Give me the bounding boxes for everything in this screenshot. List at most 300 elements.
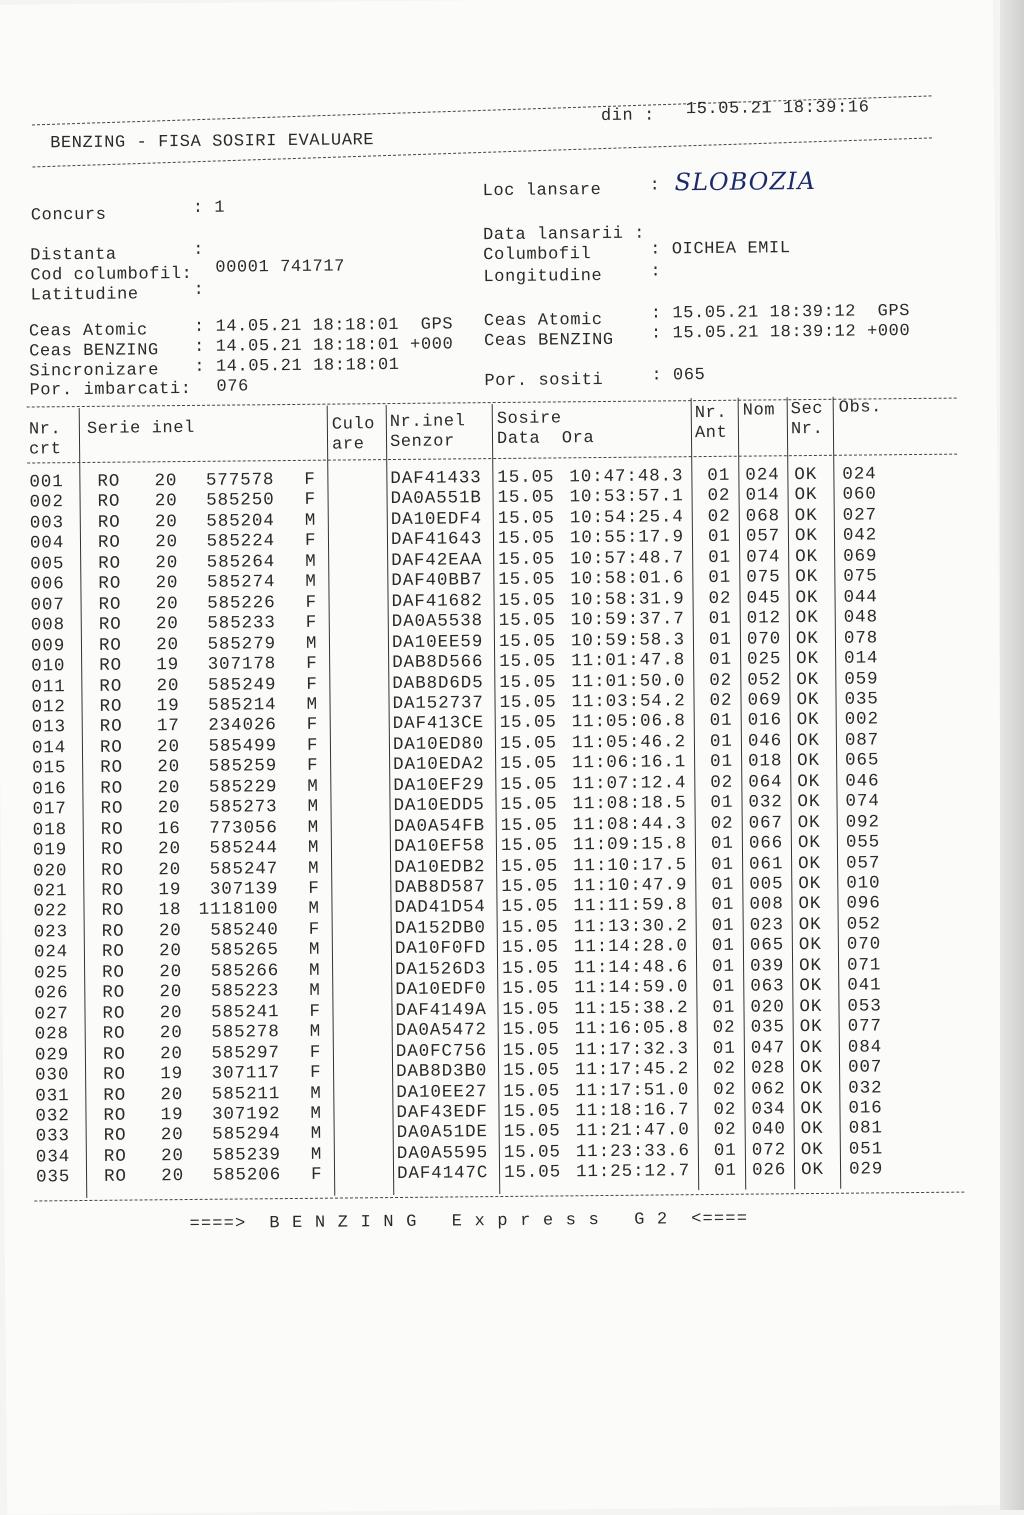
cell-year: 19 <box>160 1064 184 1085</box>
cell-sex: F <box>306 715 319 736</box>
cell-date: 15.05 <box>497 487 555 509</box>
cell-sec: OK <box>795 587 819 608</box>
cell-ring-number: 585233 <box>207 613 276 634</box>
cell-sensor-ring: DAB8D3B0 <box>395 1061 488 1083</box>
cell-ant: 01 <box>711 915 735 936</box>
cell-crt: 034 <box>35 1146 71 1168</box>
cell-time: 11:05:46.2 <box>571 732 687 754</box>
cell-sex: M <box>305 633 318 654</box>
cell-ring-number: 585239 <box>212 1144 281 1166</box>
cell-sec: OK <box>797 792 821 813</box>
loc-lansare-handwritten: SLOBOZIA <box>674 166 816 197</box>
cell-date: 15.05 <box>500 753 558 775</box>
cell-year: 20 <box>155 573 179 594</box>
cell-sec: OK <box>794 485 818 506</box>
cell-obs: 027 <box>842 505 878 526</box>
cell-sensor-ring: DAF40BB7 <box>391 570 483 592</box>
cell-sensor-ring: DAF41682 <box>391 590 483 612</box>
cell-nom: 075 <box>746 567 781 588</box>
cell-date: 15.05 <box>499 671 557 693</box>
cell-sec: OK <box>796 689 820 711</box>
cell-country: RO <box>98 594 122 615</box>
cell-sensor-ring: DA10EDF4 <box>390 509 483 530</box>
cell-ring-number: 585273 <box>209 797 278 818</box>
cell-ant: 01 <box>708 629 732 650</box>
cell-ant: 02 <box>708 588 732 609</box>
cell-sensor-ring: DA152DB0 <box>394 918 487 939</box>
col-header-serie-inel: Serie inel <box>86 418 196 439</box>
cell-obs: 060 <box>842 484 877 506</box>
cell-crt: 023 <box>33 922 69 943</box>
cell-ring-number: 1118100 <box>198 899 279 921</box>
cell-sec: OK <box>798 935 822 956</box>
cell-obs: 092 <box>845 811 881 833</box>
cell-year: 20 <box>161 1166 185 1187</box>
cell-ant: 02 <box>709 690 733 711</box>
cell-time: 11:01:47.8 <box>571 650 686 672</box>
cell-ant: 01 <box>712 977 736 998</box>
cell-sensor-ring: DA10EF29 <box>393 774 485 796</box>
cell-sec: OK <box>798 853 822 874</box>
cell-crt: 026 <box>34 983 69 1004</box>
cell-date: 15.05 <box>498 590 556 611</box>
cell-nom: 045 <box>746 587 781 609</box>
cell-sex: M <box>309 960 321 981</box>
cell-country: RO <box>98 573 122 595</box>
cell-sensor-ring: DA10EDA2 <box>393 754 485 776</box>
cell-year: 20 <box>156 634 180 655</box>
cell-country: RO <box>101 880 125 901</box>
cell-ant: 01 <box>710 792 734 814</box>
cell-sex: M <box>305 572 317 593</box>
cell-crt: 002 <box>29 492 64 513</box>
cell-date: 15.05 <box>502 999 560 1020</box>
data-lansarii-label: Data lansarii : <box>482 224 646 246</box>
cell-ant: 01 <box>711 895 735 916</box>
cod-columbofil-value: 00001 741717 <box>215 257 346 278</box>
cell-ant: 01 <box>709 731 733 752</box>
cell-country: RO <box>98 614 122 635</box>
cell-ant: 01 <box>708 608 732 630</box>
cell-ring-number: 585274 <box>206 572 276 594</box>
cell-ant: 01 <box>711 854 735 875</box>
cell-time: 10:58:01.6 <box>570 568 685 590</box>
cell-sec: OK <box>796 669 820 690</box>
cell-country: RO <box>103 1064 127 1085</box>
cell-time: 10:47:48.3 <box>569 466 684 488</box>
cell-year: 20 <box>157 736 181 758</box>
cell-time: 10:58:31.9 <box>570 588 685 611</box>
cell-ring-number: 585294 <box>212 1124 281 1146</box>
sincronizare-value: : 14.05.21 18:18:01 <box>194 355 400 377</box>
cell-crt: 007 <box>30 594 65 616</box>
cell-nom: 066 <box>748 833 784 854</box>
cell-ring-number: 307192 <box>211 1104 281 1125</box>
cell-year: 20 <box>155 593 179 614</box>
din-label: din : <box>600 106 656 127</box>
cell-sec: OK <box>795 628 819 649</box>
cell-ring-number: 307117 <box>211 1063 281 1084</box>
cell-sec: OK <box>795 608 819 629</box>
cell-crt: 009 <box>30 635 66 657</box>
cell-ring-number: 585223 <box>210 981 280 1003</box>
cell-country: RO <box>103 1085 127 1106</box>
cell-sex: F <box>305 612 318 633</box>
cell-year: 17 <box>156 716 180 737</box>
cell-date: 15.05 <box>503 1101 561 1122</box>
cell-date: 15.05 <box>497 508 555 529</box>
cell-obs: 048 <box>843 607 879 628</box>
cell-sec: OK <box>800 1098 824 1120</box>
cell-sec: OK <box>800 1119 824 1140</box>
cell-obs: 016 <box>848 1098 883 1119</box>
cell-time: 11:07:12.4 <box>572 772 687 795</box>
cell-sec: OK <box>794 505 818 527</box>
cell-date: 15.05 <box>498 631 557 652</box>
cell-country: RO <box>99 655 123 676</box>
cell-ring-number: 585240 <box>210 920 279 941</box>
cell-sec: OK <box>794 526 818 547</box>
cell-obs: 044 <box>843 587 878 608</box>
longitudine-label: Longitudine <box>483 266 603 288</box>
cell-nom: 074 <box>746 547 781 568</box>
cell-country: RO <box>103 1125 127 1147</box>
cell-sex: F <box>309 1001 322 1022</box>
cell-year: 20 <box>156 675 180 696</box>
cell-nom: 008 <box>749 894 784 916</box>
ceas-benzing-end-value: : 15.05.21 18:39:12 +000 <box>650 322 911 344</box>
cell-sensor-ring: DA10EE59 <box>391 631 484 653</box>
cell-sensor-ring: DA0A51DE <box>396 1122 488 1144</box>
cell-nom: 068 <box>745 506 781 527</box>
cell-crt: 006 <box>30 574 65 595</box>
sositi-value: : 065 <box>651 366 706 386</box>
cell-country: RO <box>100 819 124 840</box>
cell-crt: 011 <box>31 676 66 697</box>
cell-year: 20 <box>158 920 182 942</box>
cell-sec: OK <box>799 1057 823 1079</box>
cell-obs: 078 <box>843 627 879 649</box>
cell-country: RO <box>101 860 125 881</box>
cell-time: 11:01:50.0 <box>571 670 686 692</box>
cell-crt: 012 <box>31 697 66 718</box>
sincronizare-label: Sincronizare <box>29 361 160 382</box>
cell-country: RO <box>99 737 123 758</box>
cell-ring-number: 585297 <box>211 1042 280 1064</box>
col-header-sosire: Sosire <box>496 409 562 430</box>
distanta-label: Distanta <box>30 245 117 266</box>
loc-lansare-colon: : <box>649 176 661 196</box>
cell-crt: 017 <box>32 799 67 820</box>
cell-sex: M <box>305 551 317 572</box>
cell-crt: 005 <box>30 553 65 575</box>
ceas-atomic-start-label: Ceas Atomic <box>28 321 148 342</box>
cell-nom: 012 <box>746 608 782 629</box>
cell-date: 15.05 <box>500 815 558 836</box>
cell-nom: 020 <box>750 996 785 1018</box>
cell-sensor-ring: DAF413CE <box>392 713 485 735</box>
cell-sex: M <box>309 980 321 1002</box>
cell-nom: 005 <box>749 874 784 895</box>
cell-ring-number: 585204 <box>206 511 275 532</box>
cell-ring-number: 585211 <box>211 1083 281 1105</box>
cell-ring-number: 585279 <box>207 633 277 655</box>
cell-sec: OK <box>797 833 821 854</box>
cell-country: RO <box>99 696 123 717</box>
cell-crt: 031 <box>35 1085 70 1106</box>
cell-ant: 02 <box>712 1017 736 1039</box>
cell-sex: F <box>306 735 319 756</box>
cell-sec: OK <box>799 996 823 1017</box>
cell-time: 10:59:58.3 <box>570 629 686 651</box>
cell-crt: 018 <box>32 819 68 841</box>
cell-crt: 003 <box>29 513 65 534</box>
cell-nom: 025 <box>747 649 782 670</box>
cell-nom: 072 <box>751 1140 787 1161</box>
cell-country: RO <box>100 839 124 860</box>
cell-sex: M <box>306 694 319 715</box>
cell-year: 19 <box>158 880 182 901</box>
cell-crt: 027 <box>34 1003 69 1025</box>
concurs-value: : 1 <box>192 198 226 218</box>
cell-sex: F <box>306 653 318 674</box>
cell-year: 20 <box>159 1023 183 1044</box>
cell-crt: 024 <box>33 942 69 963</box>
cell-year: 19 <box>160 1104 184 1126</box>
col-header-data-ora: Data Ora <box>496 429 595 450</box>
cell-obs: 059 <box>844 668 879 690</box>
cell-crt: 021 <box>33 881 68 902</box>
cell-sex: M <box>308 940 321 961</box>
cell-sensor-ring: DAF43EDF <box>396 1102 488 1123</box>
latitudine-label: Latitudine <box>30 285 139 306</box>
cell-sex: F <box>310 1165 323 1186</box>
cell-date: 15.05 <box>499 651 557 673</box>
cell-date: 15.05 <box>503 1121 561 1143</box>
cell-obs: 075 <box>843 566 878 587</box>
cell-time: 11:06:16.1 <box>572 752 687 774</box>
cell-sec: OK <box>799 1037 823 1058</box>
cell-sensor-ring: DA10EDB2 <box>394 856 486 878</box>
cell-crt: 001 <box>29 472 64 493</box>
cell-nom: 067 <box>748 812 784 834</box>
loc-lansare-label: Loc lansare <box>482 181 602 202</box>
cell-date: 15.05 <box>503 1162 562 1184</box>
cell-time: 11:14:59.0 <box>574 977 689 999</box>
cell-sex: M <box>308 858 320 879</box>
cell-ring-number: 585229 <box>208 776 278 798</box>
cell-time: 11:05:06.8 <box>571 711 686 733</box>
cell-date: 15.05 <box>499 712 557 734</box>
cell-sex: F <box>308 919 321 940</box>
cell-crt: 028 <box>34 1024 70 1045</box>
col-header-sec-1: Sec <box>790 399 824 420</box>
footer-banner: ====> B E N Z I N G E x p r e s s G 2 <==== <box>189 1209 749 1235</box>
cell-obs: 070 <box>846 934 882 956</box>
cell-year: 20 <box>155 614 179 635</box>
cell-sec: OK <box>797 812 821 833</box>
cell-obs: 024 <box>842 464 877 485</box>
imbarcati-label: Por. imbarcati: <box>29 379 192 401</box>
cell-time: 11:09:15.8 <box>572 834 688 856</box>
cell-ant: 02 <box>712 1058 736 1080</box>
cell-country: RO <box>99 676 123 697</box>
cell-country: RO <box>100 778 124 799</box>
cell-date: 15.05 <box>501 855 559 877</box>
cell-obs: 074 <box>845 791 880 812</box>
cell-sex: M <box>310 1144 323 1165</box>
cell-ant: 02 <box>713 1079 737 1100</box>
cell-crt: 030 <box>35 1065 70 1086</box>
cell-obs: 042 <box>842 525 878 547</box>
cell-sex: F <box>304 531 317 552</box>
cell-sex: M <box>310 1103 322 1124</box>
cell-time: 11:17:32.3 <box>574 1038 690 1060</box>
cell-country: RO <box>97 492 121 513</box>
cell-sex: F <box>305 592 318 613</box>
cell-crt: 022 <box>33 901 68 922</box>
cell-time: 11:10:17.5 <box>573 854 688 876</box>
cell-nom: 028 <box>750 1058 786 1079</box>
cell-obs: 051 <box>848 1139 884 1160</box>
cell-crt: 004 <box>29 533 65 554</box>
cell-ring-number: 585241 <box>210 1001 280 1023</box>
cell-ring-number: 234026 <box>208 715 277 737</box>
cell-sensor-ring: DA0A5538 <box>391 611 484 633</box>
cell-sensor-ring: DA10EE27 <box>396 1081 488 1103</box>
cell-sex: F <box>306 674 318 695</box>
cell-nom: 024 <box>745 465 780 486</box>
cell-date: 15.05 <box>500 835 559 857</box>
cell-year: 20 <box>159 982 183 1003</box>
cell-time: 11:21:47.0 <box>575 1120 690 1142</box>
cell-sec: OK <box>794 464 818 486</box>
cell-obs: 077 <box>847 1016 882 1037</box>
col-header-nr: Nr. <box>28 420 62 440</box>
cell-time: 11:11:59.8 <box>573 895 688 917</box>
cell-time: 11:08:44.3 <box>572 813 687 835</box>
cell-country: RO <box>101 921 125 942</box>
cell-ring-number: 585244 <box>209 838 279 859</box>
cell-ant: 01 <box>711 956 735 977</box>
cell-sensor-ring: DAF4149A <box>395 999 487 1021</box>
cell-country: RO <box>103 1166 127 1188</box>
cell-year: 20 <box>158 839 182 860</box>
cell-nom: 034 <box>751 1099 786 1120</box>
cell-obs: 029 <box>848 1159 884 1180</box>
cell-time: 11:17:45.2 <box>574 1059 690 1081</box>
cell-sensor-ring: DA10F0FD <box>394 938 487 960</box>
cell-ant: 01 <box>713 1140 737 1161</box>
cell-ring-number: 307178 <box>207 654 277 675</box>
cell-sensor-ring: DA0FC756 <box>395 1040 488 1062</box>
cell-sec: OK <box>799 1017 823 1038</box>
cell-ring-number: 585264 <box>206 551 276 573</box>
cell-time: 11:15:38.2 <box>574 997 689 1019</box>
cell-nom: 039 <box>749 956 785 977</box>
cell-year: 20 <box>157 757 181 778</box>
cell-country: RO <box>98 553 122 574</box>
col-header-ant-1: Nr. <box>694 403 728 424</box>
cell-time: 11:16:05.8 <box>574 1018 689 1040</box>
cell-date: 15.05 <box>501 896 559 918</box>
cell-crt: 014 <box>31 738 67 759</box>
cell-ant: 01 <box>707 465 731 486</box>
cell-sex: F <box>309 1042 322 1063</box>
cell-nom: 069 <box>747 690 782 711</box>
ceas-benzing-start-label: Ceas BENZING <box>29 341 159 362</box>
cell-sec: OK <box>797 751 821 772</box>
ceas-atomic-start-value: : 14.05.21 18:18:01 GPS <box>193 315 454 337</box>
cell-nom: 052 <box>747 669 782 691</box>
cell-date: 15.05 <box>502 978 560 1000</box>
cell-time: 11:08:18.5 <box>572 793 687 815</box>
cell-time: 11:14:48.6 <box>574 957 689 979</box>
cell-sex: M <box>308 899 321 920</box>
cell-sec: OK <box>798 955 822 976</box>
ceas-benzing-start-value: : 14.05.21 18:18:01 +000 <box>194 335 454 357</box>
cell-country: RO <box>98 635 122 656</box>
cell-country: RO <box>103 1105 127 1126</box>
cell-time: 11:10:47.9 <box>573 875 688 897</box>
cell-ring-number: 585226 <box>207 592 276 614</box>
cell-ant: 01 <box>710 833 734 855</box>
cell-year: 20 <box>160 1125 184 1146</box>
columbofil-label: Columbofil <box>483 245 592 266</box>
ceas-benzing-end-label: Ceas BENZING <box>483 330 614 352</box>
cell-ant: 01 <box>708 568 732 589</box>
cell-sensor-ring: DAB8D6D5 <box>392 672 484 694</box>
cell-ant: 01 <box>712 1038 736 1059</box>
cell-sensor-ring: DA10EDF0 <box>395 979 487 1001</box>
cell-crt: 013 <box>31 717 67 738</box>
cell-ring-number: 585266 <box>210 960 280 982</box>
cell-date: 15.05 <box>500 794 558 816</box>
cell-country: RO <box>97 512 121 533</box>
cell-year: 20 <box>154 511 178 533</box>
cell-sex: F <box>304 490 317 511</box>
cell-date: 15.05 <box>501 876 559 897</box>
cell-sec: OK <box>796 730 820 751</box>
cell-ring-number: 585247 <box>209 858 279 880</box>
cell-date: 15.05 <box>502 1040 560 1061</box>
cell-nom: 032 <box>748 792 783 813</box>
cell-nom: 063 <box>750 976 785 997</box>
cell-crt: 019 <box>32 840 68 861</box>
longitudine-value: : <box>650 262 662 282</box>
cell-year: 18 <box>158 900 182 921</box>
cell-sex: M <box>309 1021 322 1042</box>
cell-sensor-ring: DAB8D566 <box>392 652 484 674</box>
cell-ant: 01 <box>713 1161 737 1182</box>
cell-obs: 069 <box>843 546 878 567</box>
cell-time: 11:25:12.7 <box>575 1161 691 1183</box>
cell-crt: 010 <box>31 656 66 677</box>
cell-crt: 035 <box>35 1167 71 1188</box>
cell-obs: 087 <box>844 730 880 751</box>
cell-ring-number: 585265 <box>210 940 280 962</box>
cell-year: 19 <box>156 696 180 717</box>
cell-date: 15.05 <box>502 958 560 979</box>
cell-date: 15.05 <box>499 733 558 754</box>
cell-sec: OK <box>800 1139 824 1160</box>
cell-ring-number: 577578 <box>205 470 275 491</box>
cell-date: 15.05 <box>500 774 558 795</box>
cell-sec: OK <box>795 567 819 588</box>
cell-sensor-ring: DA0A5472 <box>395 1020 488 1042</box>
cell-obs: 014 <box>844 648 879 669</box>
cell-nom: 023 <box>749 915 785 936</box>
